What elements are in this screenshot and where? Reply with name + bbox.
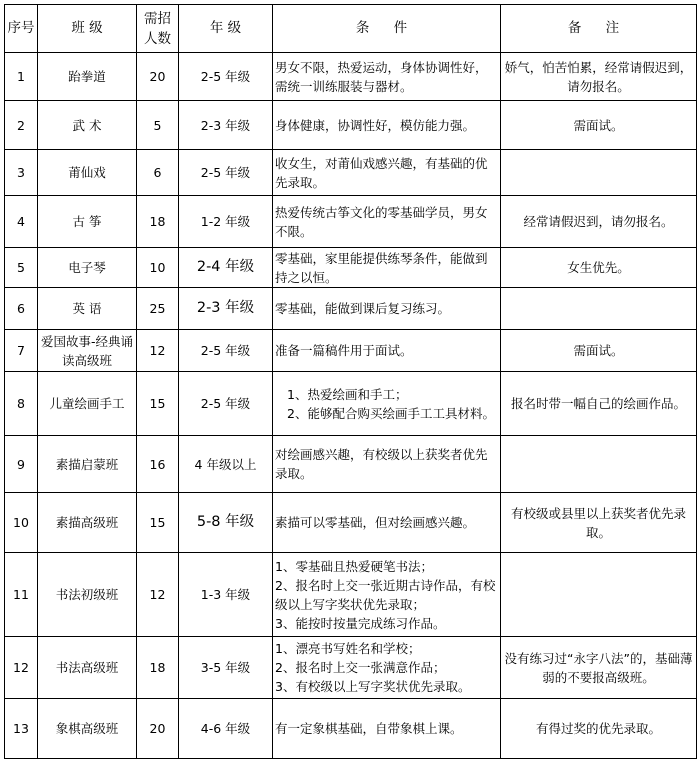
table-row — [5, 553, 697, 637]
table-row — [5, 150, 697, 196]
note-line: 没有练习过“永字八法”的，基础薄弱的不要报高级班。 — [504, 650, 693, 685]
cell-note — [501, 150, 697, 196]
cell-no: 8 — [5, 372, 38, 436]
table-body — [5, 53, 697, 759]
condition-line: 热爱传统古筝文化的零基础学员，男女不限。 — [275, 204, 488, 239]
cell-class-name: 跆拳道 — [38, 53, 137, 101]
cell-no: 2 — [5, 101, 38, 150]
cell-grade: 2-5 年级 — [179, 330, 273, 372]
cell-class-name: 素描高级班 — [38, 493, 137, 553]
cell-conditions — [273, 196, 501, 248]
condition-line: 1、热爱绘画和手工； — [287, 386, 408, 402]
note-line: 女生优先。 — [567, 260, 630, 275]
condition-line: 准备一篇稿件用于面试。 — [275, 343, 413, 358]
condition-line: 男女不限，热爱运动，身体协调性好，需统一训练服装与器材。 — [275, 59, 488, 94]
condition-line: 身体健康，协调性好，模仿能力强。 — [275, 117, 476, 133]
condition-line: 对绘画感兴趣，有校级以上获奖者优先录取。 — [275, 447, 488, 481]
cell-class-name: 素描启蒙班 — [38, 436, 137, 493]
cell-grade: 5-8 年级 — [179, 493, 273, 553]
cell-class-name: 莆仙戏 — [38, 150, 137, 196]
condition-line: 2、报名时上交一张满意作品； — [275, 660, 446, 675]
table-row — [5, 637, 697, 699]
note-line: 需面试。 — [573, 117, 624, 133]
cell-grade: 2-5 年级 — [179, 372, 273, 436]
header-class: 班 级 — [38, 5, 137, 53]
cell-grade: 2-3 年级 — [179, 288, 273, 330]
condition-line: 3、有校级以上写字奖状优先录取。 — [275, 679, 471, 694]
table-row — [5, 101, 697, 150]
note-line: 有得过奖的优先录取。 — [535, 721, 661, 736]
cell-conditions — [273, 53, 501, 101]
note-line: 报名时带一幅自己的绘画作品。 — [510, 396, 686, 411]
note-line: 有校级或县里以上获奖者优先录取。 — [510, 505, 686, 540]
cell-no: 9 — [5, 436, 38, 493]
cell-class-name: 儿童绘画手工 — [38, 372, 137, 436]
cell-no: 13 — [5, 699, 38, 759]
note-line: 经常请假迟到，请勿报名。 — [523, 214, 674, 229]
cell-quota: 16 — [137, 436, 179, 493]
cell-class-name: 电子琴 — [38, 248, 137, 288]
cell-conditions — [273, 553, 501, 637]
cell-class-name: 英 语 — [38, 288, 137, 330]
table-row — [5, 53, 697, 101]
cell-quota: 25 — [137, 288, 179, 330]
table-row — [5, 330, 697, 372]
cell-no: 12 — [5, 637, 38, 699]
cell-quota: 20 — [137, 699, 179, 759]
cell-conditions — [273, 101, 501, 150]
cell-quota: 20 — [137, 53, 179, 101]
condition-line: 1、零基础且热爱硬笔书法； — [275, 558, 433, 574]
cell-quota: 18 — [137, 637, 179, 699]
condition-line: 零基础，能做到课后复习练习。 — [275, 301, 451, 316]
cell-note — [501, 436, 697, 493]
cell-conditions — [273, 248, 501, 288]
cell-no: 5 — [5, 248, 38, 288]
cell-note — [501, 330, 697, 372]
cell-conditions — [273, 288, 501, 330]
cell-class-name: 象棋高级班 — [38, 699, 137, 759]
cell-quota: 15 — [137, 493, 179, 553]
condition-line: 2、报名时上交一张近期古诗作品，有校级以上写字奖状优先录取； — [275, 577, 496, 612]
cell-quota: 15 — [137, 372, 179, 436]
condition-line: 收女生，对莆仙戏感兴趣，有基础的优先录取。 — [275, 155, 488, 190]
header-quota: 需招人数 — [137, 5, 179, 53]
cell-grade: 2-5 年级 — [179, 150, 273, 196]
cell-note — [501, 493, 697, 553]
table-row — [5, 699, 697, 759]
header-no: 序号 — [5, 5, 38, 53]
cell-note — [501, 699, 697, 759]
cell-note — [501, 53, 697, 101]
cell-class-name: 爱国故事-经典诵读高级班 — [38, 330, 137, 372]
cell-grade: 2-4 年级 — [179, 248, 273, 288]
cell-no: 1 — [5, 53, 38, 101]
cell-class-name: 书法高级班 — [38, 637, 137, 699]
header-cond: 条 件 — [273, 5, 501, 53]
cell-grade: 4-6 年级 — [179, 699, 273, 759]
cell-grade: 2-5 年级 — [179, 53, 273, 101]
table-row — [5, 196, 697, 248]
cell-quota: 5 — [137, 101, 179, 150]
cell-grade: 3-5 年级 — [179, 637, 273, 699]
cell-conditions — [273, 372, 501, 436]
condition-line: 零基础，家里能提供练琴条件，能做到持之以恒。 — [275, 250, 488, 285]
cell-note — [501, 196, 697, 248]
cell-no: 3 — [5, 150, 38, 196]
cell-no: 10 — [5, 493, 38, 553]
cell-grade: 4 年级以上 — [179, 436, 273, 493]
condition-line: 2、能够配合购买绘画手工工具材料。 — [287, 405, 495, 421]
cell-class-name: 武 术 — [38, 101, 137, 150]
note-line: 娇气，怕苦怕累，经常请假迟到，请勿报名。 — [504, 59, 693, 94]
cell-note — [501, 372, 697, 436]
cell-note — [501, 248, 697, 288]
condition-line: 1、漂亮书写姓名和学校； — [275, 641, 421, 656]
cell-no: 7 — [5, 330, 38, 372]
header-grade: 年 级 — [179, 5, 273, 53]
cell-note — [501, 637, 697, 699]
cell-grade: 1-3 年级 — [179, 553, 273, 637]
cell-conditions — [273, 330, 501, 372]
cell-no: 11 — [5, 553, 38, 637]
header-row — [5, 5, 697, 53]
note-line: 需面试。 — [573, 343, 624, 358]
cell-quota: 12 — [137, 330, 179, 372]
table-row — [5, 493, 697, 553]
condition-line: 素描可以零基础，但对绘画感兴趣。 — [275, 515, 476, 530]
cell-quota: 10 — [137, 248, 179, 288]
cell-quota: 18 — [137, 196, 179, 248]
cell-class-name: 古 筝 — [38, 196, 137, 248]
cell-grade: 2-3 年级 — [179, 101, 273, 150]
cell-class-name: 书法初级班 — [38, 553, 137, 637]
cell-conditions — [273, 493, 501, 553]
table-row — [5, 436, 697, 493]
cell-quota: 6 — [137, 150, 179, 196]
cell-note — [501, 288, 697, 330]
cell-grade: 1-2 年级 — [179, 196, 273, 248]
table-row — [5, 248, 697, 288]
condition-line: 有一定象棋基础，自带象棋上课。 — [275, 721, 463, 736]
table-row — [5, 288, 697, 330]
cell-conditions — [273, 637, 501, 699]
cell-quota: 12 — [137, 553, 179, 637]
cell-no: 6 — [5, 288, 38, 330]
condition-line: 3、能按时按量完成练习作品。 — [275, 615, 446, 631]
cell-conditions — [273, 436, 501, 493]
cell-no: 4 — [5, 196, 38, 248]
cell-conditions — [273, 699, 501, 759]
enrollment-table — [4, 4, 697, 759]
cell-conditions — [273, 150, 501, 196]
header-note: 备 注 — [501, 5, 697, 53]
cell-note — [501, 553, 697, 637]
cell-note — [501, 101, 697, 150]
table-row — [5, 372, 697, 436]
